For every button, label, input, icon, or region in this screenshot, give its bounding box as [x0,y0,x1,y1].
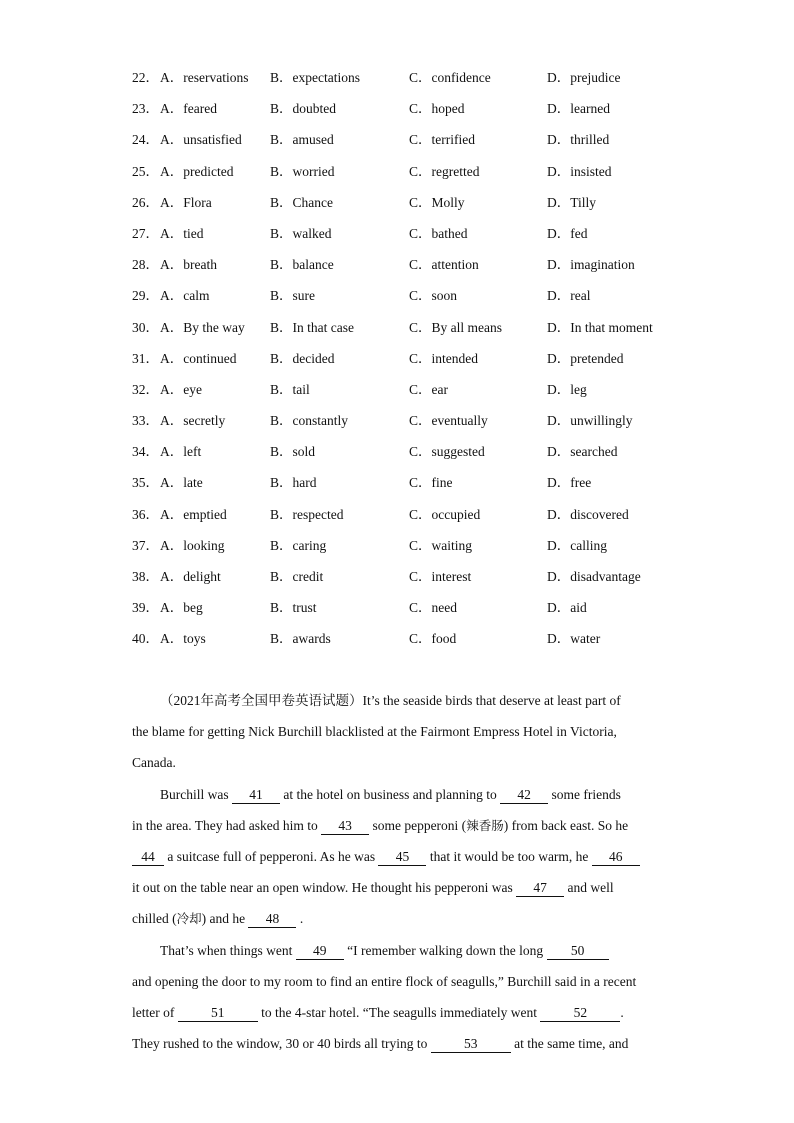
passage-line [132,935,662,966]
passage-text: That’s when things went [160,942,293,958]
option-c: C．fine [409,475,453,491]
question-row [132,218,672,249]
question-row [132,93,672,124]
passage-text: at the same time, and [514,1036,629,1052]
passage-text: a suitcase full of pepperoni. As he was [167,848,376,864]
option-d: D．insisted [547,163,612,179]
question-number: 24． [132,132,159,148]
option-a: A．emptied [160,506,227,522]
option-b: B．sold [270,444,316,460]
option-b: B．amused [270,132,334,148]
option-d: D．In that moment [547,319,653,335]
question-row [132,312,672,343]
question-number: 26． [132,194,159,210]
option-b: B．sure [270,288,315,304]
option-d: D．Tilly [547,194,597,210]
passage-text: in the area. They had asked him to [132,817,318,833]
option-c: C．need [409,600,457,616]
passage-text: . [620,1004,624,1020]
option-c: C．confidence [409,70,491,85]
question-number: 30． [132,319,159,335]
option-b: B．walked [270,225,332,241]
option-d: D．unwillingly [547,413,633,429]
option-a: A．late [160,475,203,491]
passage-text: ) and he [201,911,246,927]
question-row [132,499,672,530]
question-row [132,343,672,374]
passage-text: chilled ( [132,911,177,927]
option-c: C．eventually [409,413,488,429]
option-a: A．looking [160,537,225,553]
option-a: A．By the way [160,319,245,335]
option-c: C．bathed [409,225,468,241]
passage-text: Canada. [132,755,176,771]
option-b: B．credit [270,569,324,584]
option-b: B．caring [270,537,327,553]
passage-line [132,716,662,747]
option-d: D．searched [547,444,618,460]
passage-text: to the 4-star hotel. “The seagulls immediately went [261,1004,538,1020]
option-a: A．feared [160,101,217,117]
option-b: B．tail [270,381,310,397]
question-number: 38． [132,569,159,584]
question-number: 34． [132,444,159,460]
option-d: D．aid [547,600,587,616]
option-c: C．By all means [409,319,502,335]
passage-text: some pepperoni ( [372,817,467,833]
option-c: C．Molly [409,194,465,210]
passage-text: 冷却 [176,911,202,927]
option-d: D．learned [547,101,610,117]
passage-line [132,685,662,716]
option-c: C．attention [409,257,479,273]
question-number: 32． [132,381,159,397]
option-d: D．discovered [547,506,629,522]
passage-line [132,1028,662,1059]
question-row [132,623,672,654]
question-row [132,280,672,311]
option-d: D．calling [547,537,607,553]
passage-line [132,779,662,810]
question-number: 37． [132,537,159,553]
blank-51: 51 [178,1005,258,1022]
blank-41: 41 [232,787,280,804]
passage-text: it out on the table near an open window. He thought his pepperoni was [132,880,513,896]
option-a: A．left [160,444,202,460]
option-a: A．reservations [160,70,249,85]
option-b: B．In that case [270,319,354,335]
question-row [132,592,672,623]
passage-text: that it would be too warm, he [429,848,589,864]
option-b: B．Chance [270,194,333,210]
option-d: D．imagination [547,257,635,273]
option-a: A．Flora [160,194,212,210]
question-number: 27． [132,225,159,241]
passage-text: 辣香肠 [466,817,504,833]
option-a: A．delight [160,569,221,584]
option-b: B．trust [270,600,317,616]
passage-line [132,966,662,997]
option-d: D．leg [547,381,587,397]
option-b: B．decided [270,350,335,366]
question-number: 36． [132,506,159,522]
cloze-passage [132,685,662,1059]
question-row [132,467,672,498]
blank-45: 45 [378,849,426,866]
blank-46: 46 [592,849,640,866]
passage-text: . [299,911,304,927]
question-number: 31． [132,350,159,366]
question-row [132,124,672,155]
blank-42: 42 [500,787,548,804]
option-a: A．predicted [160,163,234,179]
passage-text: It’s the seaside birds that deserve at least part of [362,693,621,708]
question-options-list [132,62,672,655]
option-c: C．hoped [409,101,465,117]
source-tag: （2021年高考全国甲卷英语试题） [160,693,363,708]
passage-text: and well [567,880,614,896]
question-row [132,436,672,467]
option-a: A．eye [160,381,202,397]
option-d: D．disadvantage [547,569,641,584]
option-d: D．pretended [547,350,624,366]
passage-line [132,841,662,872]
passage-text: ) from back east. So he [503,817,629,833]
question-number: 33． [132,413,159,429]
option-b: B．hard [270,475,317,491]
passage-text: Burchill was [160,786,229,802]
option-d: D．free [547,475,592,491]
passage-text: letter of [132,1004,175,1020]
question-row [132,62,672,93]
option-c: C．food [409,631,457,647]
question-row [132,249,672,280]
question-number: 35． [132,475,159,491]
option-c: C．interest [409,569,472,584]
option-d: D．water [547,631,601,647]
question-row [132,561,672,592]
question-number: 39． [132,600,159,616]
option-a: A．toys [160,631,206,647]
passage-text: at the hotel on business and planning to [283,786,497,802]
passage-line [132,903,662,934]
option-c: C．intended [409,350,478,366]
question-row [132,530,672,561]
blank-49: 49 [296,943,344,960]
option-c: C．terrified [409,132,475,148]
blank-53: 53 [431,1036,511,1053]
question-number: 23． [132,101,159,117]
blank-52: 52 [540,1005,620,1022]
option-c: C．waiting [409,537,472,553]
option-d: D．prejudice [547,70,621,85]
question-number: 29． [132,288,159,304]
option-a: A．unsatisfied [160,132,242,148]
option-a: A．beg [160,600,203,616]
option-a: A．tied [160,225,204,241]
option-b: B．awards [270,631,331,647]
passage-line [132,872,662,903]
question-number: 22． [132,70,159,85]
question-row [132,374,672,405]
blank-47: 47 [516,880,564,897]
passage-line [132,747,662,778]
question-number: 28． [132,257,159,273]
passage-text: and opening the door to my room to find an entire flock of seagulls,” Burchill said in a recent [132,973,637,989]
passage-text: They rushed to the window, 30 or 40 birds all trying to [132,1036,428,1052]
option-a: A．continued [160,350,237,366]
option-c: C．ear [409,381,448,397]
option-b: B．constantly [270,413,348,429]
passage-text: some friends [551,786,621,802]
blank-50: 50 [547,943,609,960]
option-b: B．respected [270,506,344,522]
blank-48: 48 [248,911,296,928]
question-row [132,187,672,218]
question-number: 40． [132,631,159,647]
passage-line [132,997,662,1028]
question-row [132,156,672,187]
passage-text: the blame for getting Nick Burchill blacklisted at the Fairmont Empress Hotel in Victoria, [132,724,617,740]
passage-text: “I remember walking down the long [347,942,544,958]
option-c: C．suggested [409,444,485,460]
option-d: D．fed [547,225,588,241]
question-row [132,405,672,436]
option-d: D．real [547,288,591,304]
option-b: B．balance [270,257,334,273]
question-number: 25． [132,163,159,179]
option-a: A．calm [160,288,210,304]
option-b: B．worried [270,163,335,179]
option-c: C．soon [409,288,458,304]
option-c: C．occupied [409,506,481,522]
blank-43: 43 [321,818,369,835]
option-b: B．expectations [270,70,360,85]
option-b: B．doubted [270,101,336,117]
option-a: A．breath [160,257,217,273]
blank-44: 44 [132,849,164,866]
option-a: A．secretly [160,413,226,429]
option-d: D．thrilled [547,132,610,148]
option-c: C．regretted [409,163,480,179]
passage-line [132,810,662,841]
